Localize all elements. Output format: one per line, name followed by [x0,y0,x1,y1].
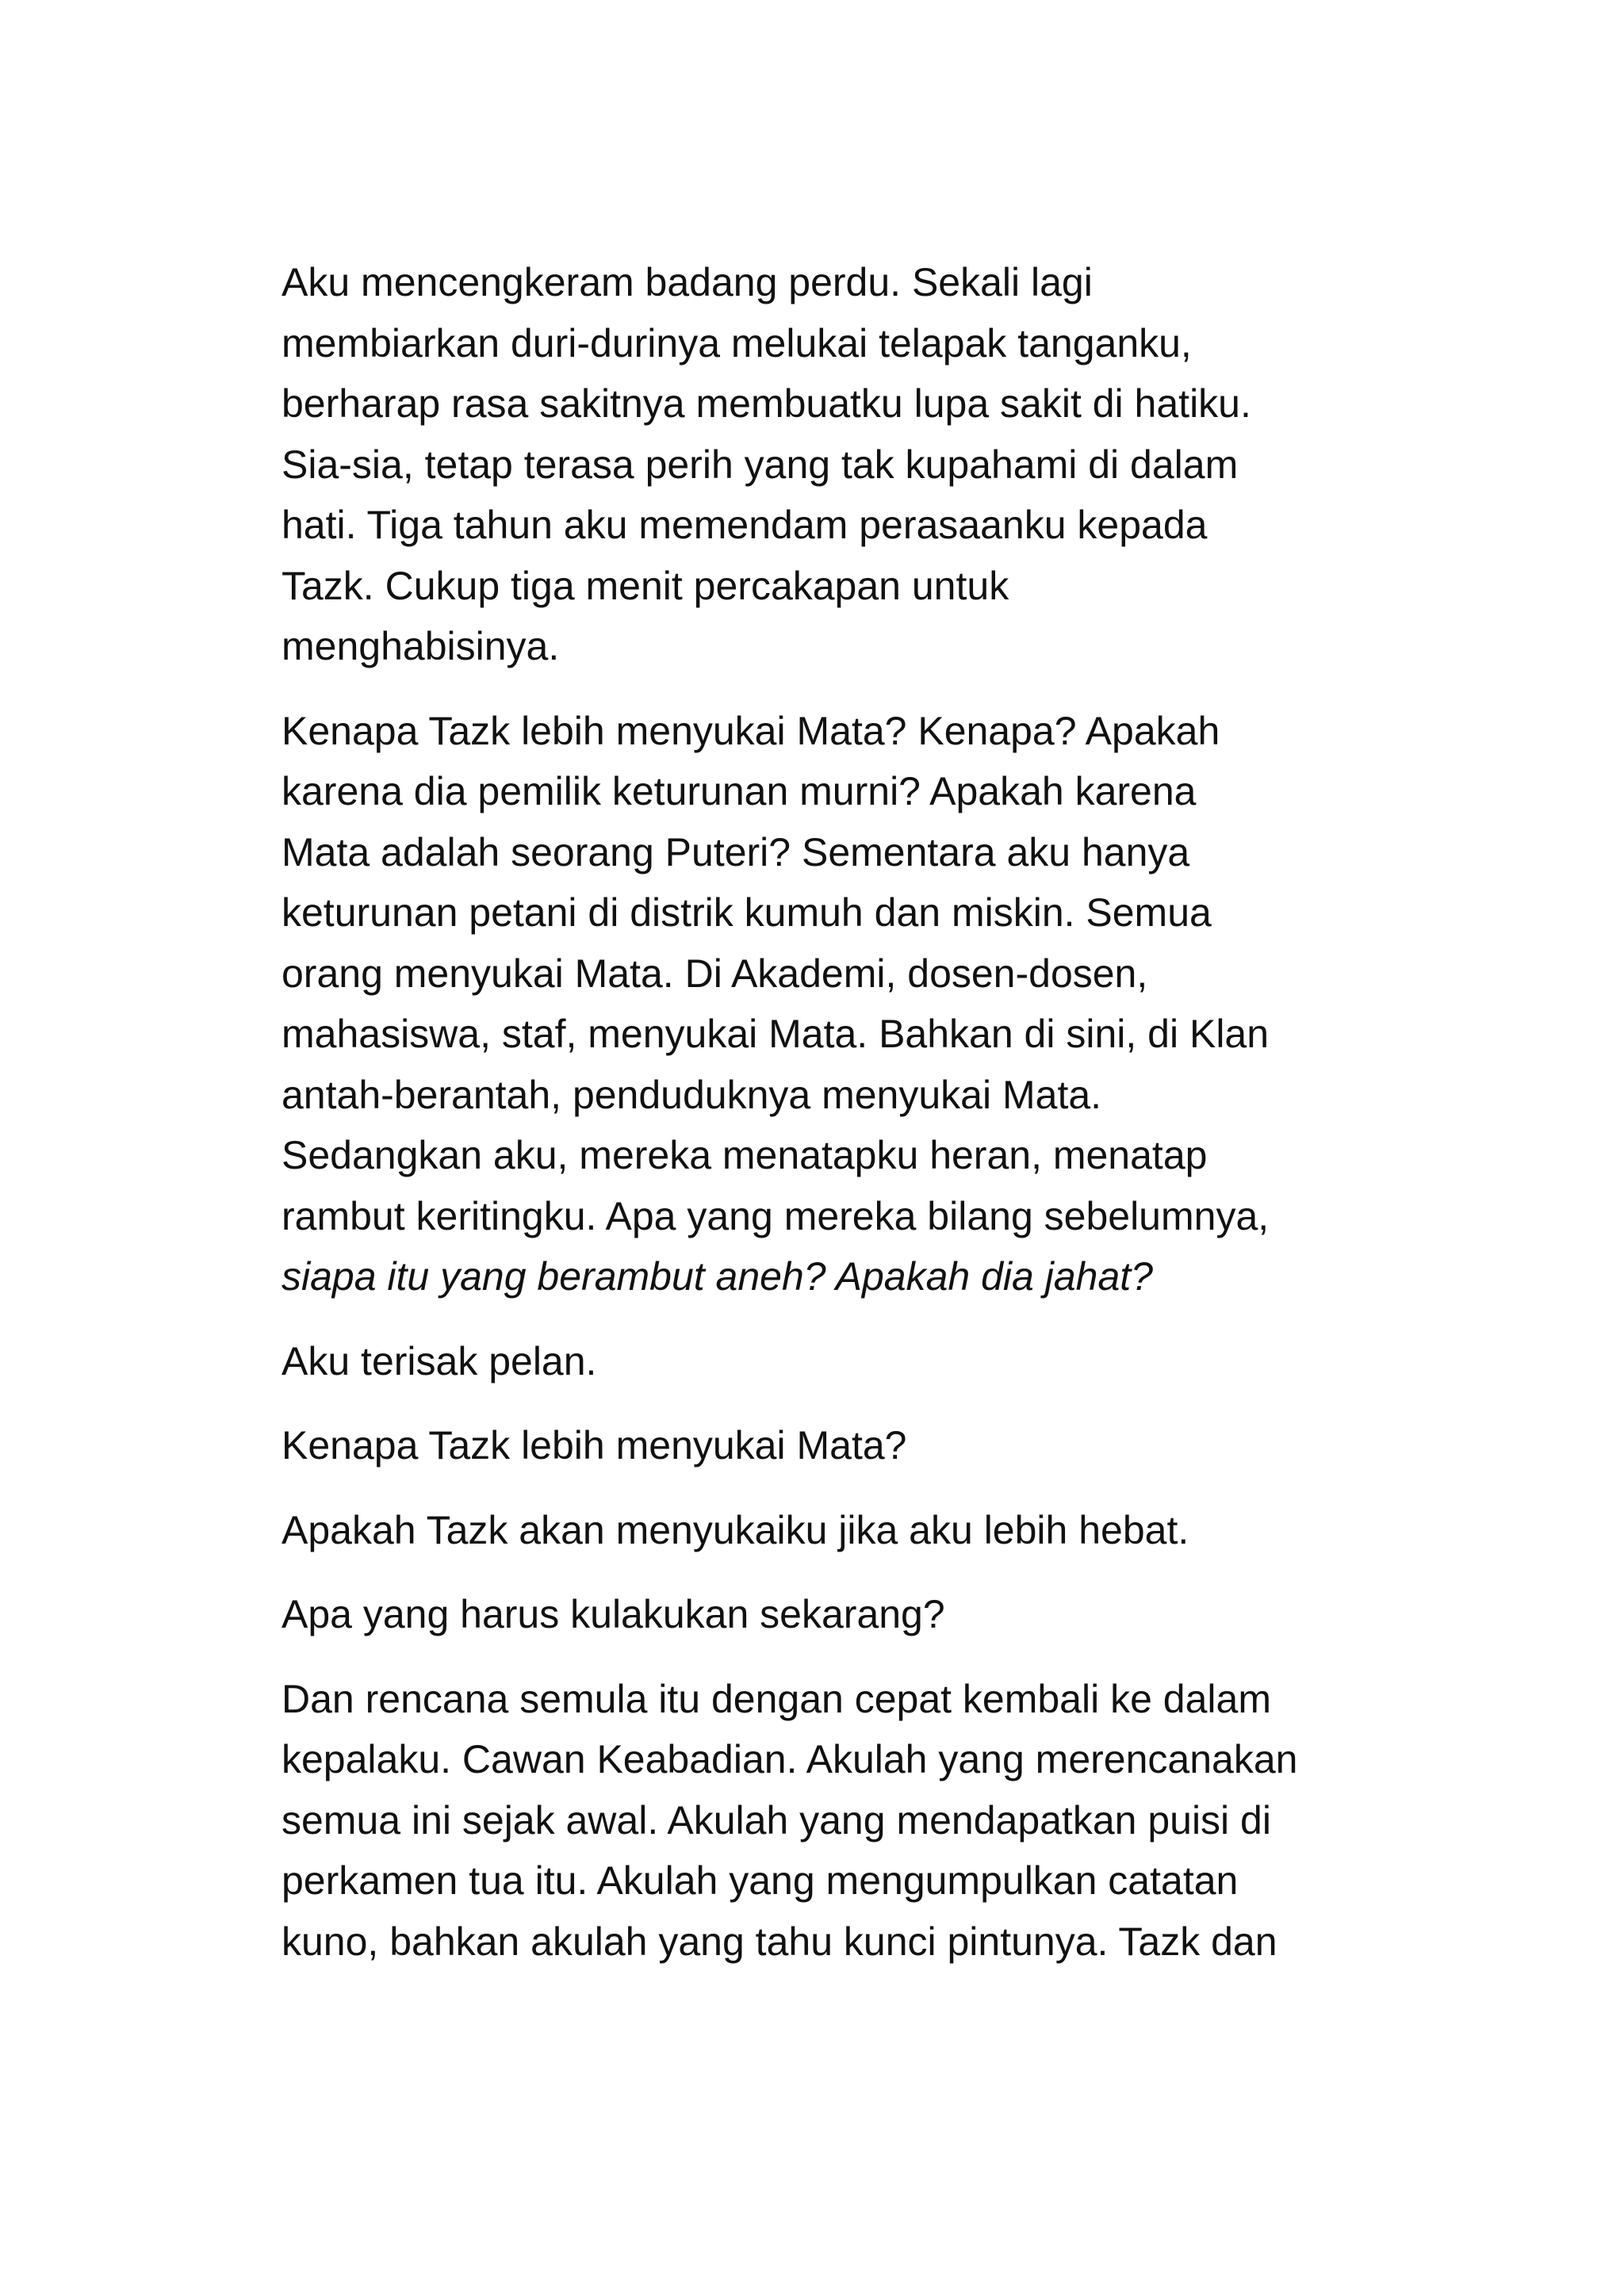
text-line: Kenapa Tazk lebih menyukai Mata? [282,1423,907,1468]
text-line: menghabisinya. [282,624,560,668]
paragraph [282,1415,1360,1476]
text-line: Sedangkan aku, mereka menatapku heran, menatap [282,1133,1208,1177]
text-line: Tazk. Cukup tiga menit percakapan untuk [282,563,1009,608]
paragraph [282,701,1360,1307]
text-line: Aku terisak pelan. [282,1338,597,1383]
text-line: berharap rasa sakitnya membuatku lupa sakit di hatiku. [282,381,1251,426]
text-line: membiarkan duri-durinya melukai telapak tanganku, [282,320,1192,365]
text-line: Apakah Tazk akan menyukaiku jika aku lebih hebat. [282,1507,1189,1552]
text-line: orang menyukai Mata. Di Akademi, dosen-dosen, [282,951,1148,996]
text-line: Kenapa Tazk lebih menyukai Mata? Kenapa? Apakah [282,708,1220,753]
paragraph [282,1584,1360,1645]
italic-text-line: siapa itu yang berambut aneh? Apakah dia jahat? [282,1254,1153,1299]
paragraph [282,252,1360,677]
text-line: kepalaku. Cawan Keabadian. Akulah yang merencanakan [282,1737,1298,1781]
text-line: perkamen tua itu. Akulah yang mengumpulkan catatan [282,1858,1239,1903]
text-line: hati. Tiga tahun aku memendam perasaanku kepada [282,503,1208,547]
paragraph [282,1669,1360,1973]
text-line: Mata adalah seorang Puteri? Sementara aku hanya [282,829,1190,874]
paragraph [282,1500,1360,1561]
text-line: mahasiswa, staf, menyukai Mata. Bahkan di sini, di Klan [282,1012,1270,1056]
text-line: Dan rencana semula itu dengan cepat kembali ke dalam [282,1676,1271,1721]
text-line: keturunan petani di distrik kumuh dan miskin. Semua [282,890,1212,935]
text-line: kuno, bahkan akulah yang tahu kunci pintunya. Tazk dan [282,1919,1277,1964]
text-line: Sia-sia, tetap terasa perih yang tak kupahami di dalam [282,442,1239,487]
text-line: Apa yang harus kulakukan sekarang? [282,1592,945,1636]
text-line: karena dia pemilik keturunan murni? Apakah karena [282,769,1197,813]
paragraph [282,1331,1360,1392]
body-text [282,252,1360,1996]
text-line: semua ini sejak awal. Akulah yang mendapatkan puisi di [282,1797,1271,1843]
text-line: rambut keritingku. Apa yang mereka bilang sebelumnya, [282,1193,1270,1238]
text-line: Aku mencengkeram badang perdu. Sekali lagi [282,260,1093,304]
text-line: antah-berantah, penduduknya menyukai Mata. [282,1072,1102,1117]
